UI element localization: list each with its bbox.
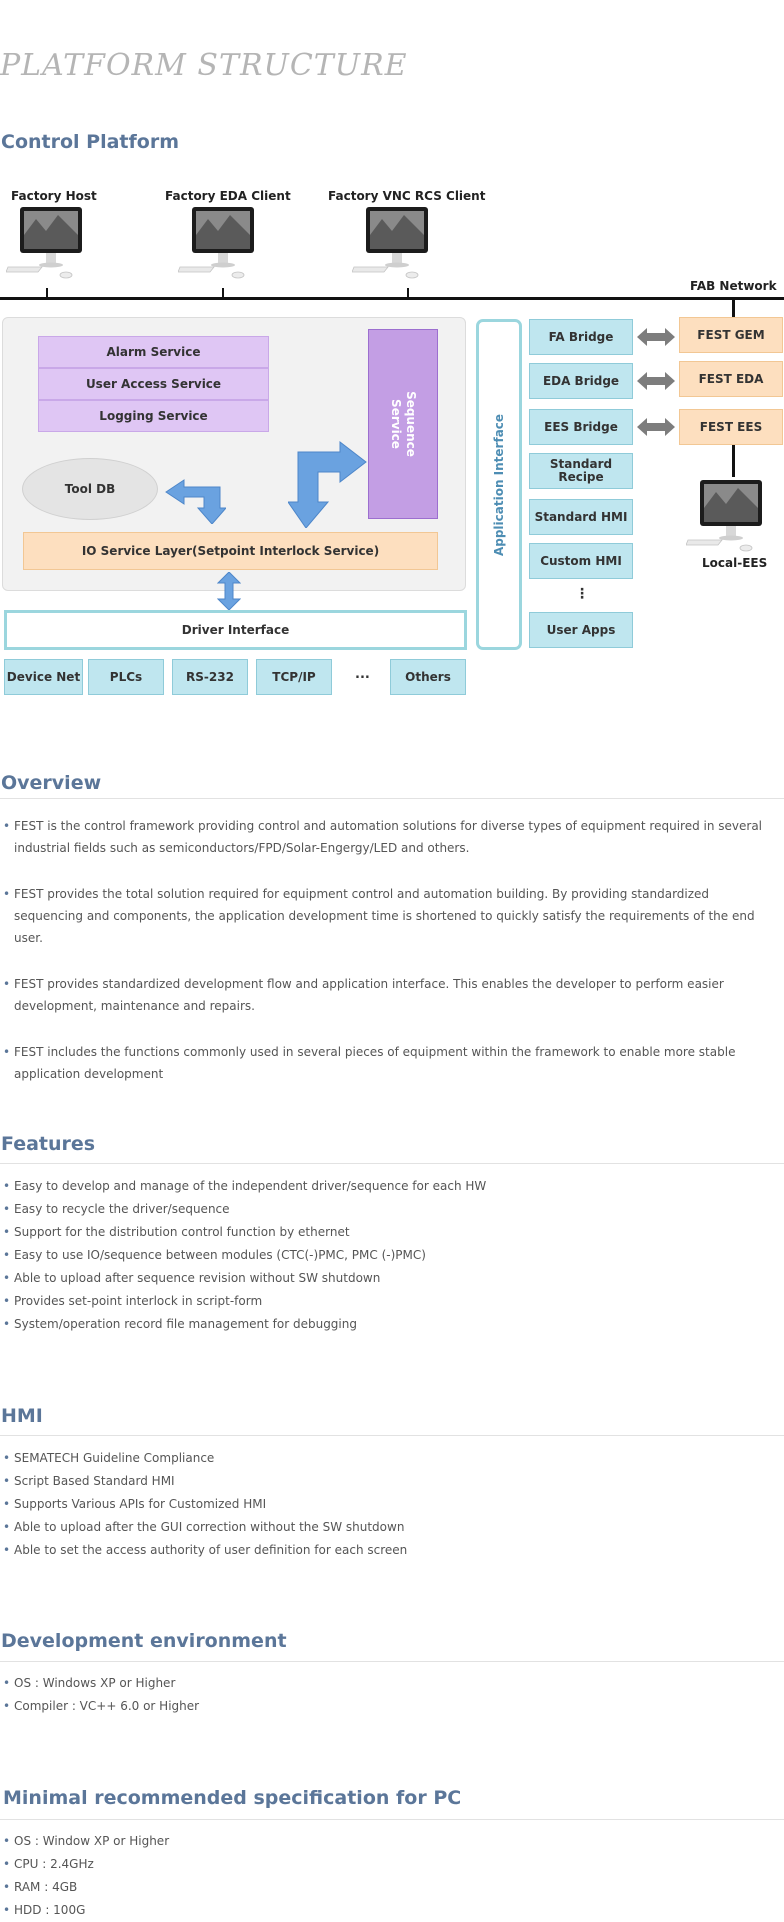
eda-double-arrow: [637, 371, 675, 391]
features-list: [0, 1175, 486, 1336]
gem-network-link: [732, 300, 735, 317]
driver-rs232: RS-232: [172, 659, 248, 695]
dev-env-item: • OS : Windows XP or Higher: [0, 1672, 199, 1695]
hmi-title: HMI: [1, 1405, 43, 1427]
application-interface-box: [476, 319, 522, 650]
min-spec-item: • RAM : 4GB: [0, 1876, 169, 1899]
sequence-service-box: [368, 329, 438, 519]
overview-item: • FEST includes the functions commonly used in several pieces of equipment within the framework to enable more stable application development: [0, 1041, 774, 1085]
io-driver-double-arrow: [217, 572, 241, 610]
standard-hmi-box: Standard HMI: [529, 499, 633, 535]
overview-item: • FEST is the control framework providing control and automation solutions for diverse types of equipment required in several industrial fields such as semiconductors/FPD/Solar-Engergy/LED and others.: [0, 815, 774, 859]
features-item: • Easy to use IO/sequence between modules (CTC(-)PMC, PMC (-)PMC): [0, 1244, 486, 1267]
min-spec-title: Minimal recommended specification for PC: [3, 1787, 462, 1809]
min-spec-item: • HDD : 100G: [0, 1899, 169, 1922]
hmi-item: • Script Based Standard HMI: [0, 1470, 407, 1493]
dev-env-rule: [0, 1661, 784, 1662]
dev-env-title: Development environment: [1, 1630, 287, 1652]
hmi-item: • Supports Various APIs for Customized HMI: [0, 1493, 407, 1516]
hmi-list: [0, 1447, 407, 1562]
features-rule: [0, 1163, 784, 1164]
control-platform-title: Control Platform: [1, 131, 179, 153]
sequence-to-io-arrow: [288, 424, 368, 528]
computer-icon: [178, 205, 258, 280]
platform-structure-title: PLATFORM STRUCTURE: [0, 48, 408, 83]
features-item: • Provides set-point interlock in script-form: [0, 1290, 486, 1313]
client-label-factory-eda: Factory EDA Client: [165, 189, 291, 203]
ees-double-arrow: [637, 417, 675, 437]
fest-ees-box: FEST EES: [679, 409, 783, 445]
fa-bridge-box: FA Bridge: [529, 319, 633, 355]
custom-hmi-box: Custom HMI: [529, 543, 633, 579]
application-interface-label: Application Interface: [492, 413, 506, 556]
computer-icon: [352, 205, 432, 280]
overview-title: Overview: [1, 772, 102, 794]
driver-others: Others: [390, 659, 466, 695]
features-item: • Easy to develop and manage of the independent driver/sequence for each HW: [0, 1175, 486, 1198]
min-spec-list: [0, 1830, 169, 1922]
eda-bridge-box: EDA Bridge: [529, 363, 633, 399]
ees-bridge-box: EES Bridge: [529, 409, 633, 445]
driver-ellipsis: ...: [355, 667, 370, 682]
hmi-rule: [0, 1435, 784, 1436]
features-item: • Easy to recycle the driver/sequence: [0, 1198, 486, 1221]
hmi-item: • Able to upload after the GUI correction without the SW shutdown: [0, 1516, 407, 1539]
fa-gem-double-arrow: [637, 327, 675, 347]
overview-item: • FEST provides standardized development flow and application interface. This enables the developer to perform easier development, maintenance and repairs.: [0, 973, 774, 1017]
local-ees-label: Local-EES: [702, 556, 768, 570]
driver-tcpip: TCP/IP: [256, 659, 332, 695]
fab-network-line: [0, 297, 784, 300]
driver-plcs: PLCs: [88, 659, 164, 695]
computer-icon: [686, 478, 766, 553]
min-spec-item: • OS : Window XP or Higher: [0, 1830, 169, 1853]
sequence-service-label: Sequence Service: [389, 391, 418, 457]
features-item: • System/operation record file management for debugging: [0, 1313, 486, 1336]
min-spec-rule: [0, 1819, 784, 1820]
io-service-layer-box: IO Service Layer(Setpoint Interlock Service): [23, 532, 438, 570]
features-item: • Able to upload after sequence revision without SW shutdown: [0, 1267, 486, 1290]
vertical-ellipsis: ⋮: [575, 586, 589, 602]
min-spec-item: • CPU : 2.4GHz: [0, 1853, 169, 1876]
driver-device-net: Device Net: [4, 659, 83, 695]
fest-gem-box: FEST GEM: [679, 317, 783, 353]
client-label-factory-host: Factory Host: [11, 189, 97, 203]
computer-icon: [6, 205, 86, 280]
hmi-item: • SEMATECH Guideline Compliance: [0, 1447, 407, 1470]
alarm-service-box: Alarm Service: [38, 336, 269, 368]
overview-list: [0, 815, 774, 1109]
features-item: • Support for the distribution control function by ethernet: [0, 1221, 486, 1244]
logging-service-box: Logging Service: [38, 400, 269, 432]
user-access-service-box: User Access Service: [38, 368, 269, 400]
features-title: Features: [1, 1133, 96, 1155]
fab-network-label: FAB Network: [690, 279, 777, 293]
standard-recipe-box: Standard Recipe: [529, 453, 633, 489]
user-apps-box: User Apps: [529, 612, 633, 648]
overview-item: • FEST provides the total solution required for equipment control and automation building. By providing standardized sequencing and components, the application development time is shortened to quickly satisfy the requirements of the end user.: [0, 883, 774, 949]
tooldb-io-arrow: [164, 478, 226, 524]
overview-rule: [0, 798, 784, 799]
client-label-factory-vnc: Factory VNC RCS Client: [328, 189, 486, 203]
tool-db-ellipse: Tool DB: [22, 458, 158, 520]
fest-eda-box: FEST EDA: [679, 361, 783, 397]
ees-local-link: [732, 445, 735, 477]
driver-interface-box: Driver Interface: [4, 610, 467, 650]
dev-env-item: • Compiler : VC++ 6.0 or Higher: [0, 1695, 199, 1718]
dev-env-list: [0, 1672, 199, 1718]
hmi-item: • Able to set the access authority of user definition for each screen: [0, 1539, 407, 1562]
